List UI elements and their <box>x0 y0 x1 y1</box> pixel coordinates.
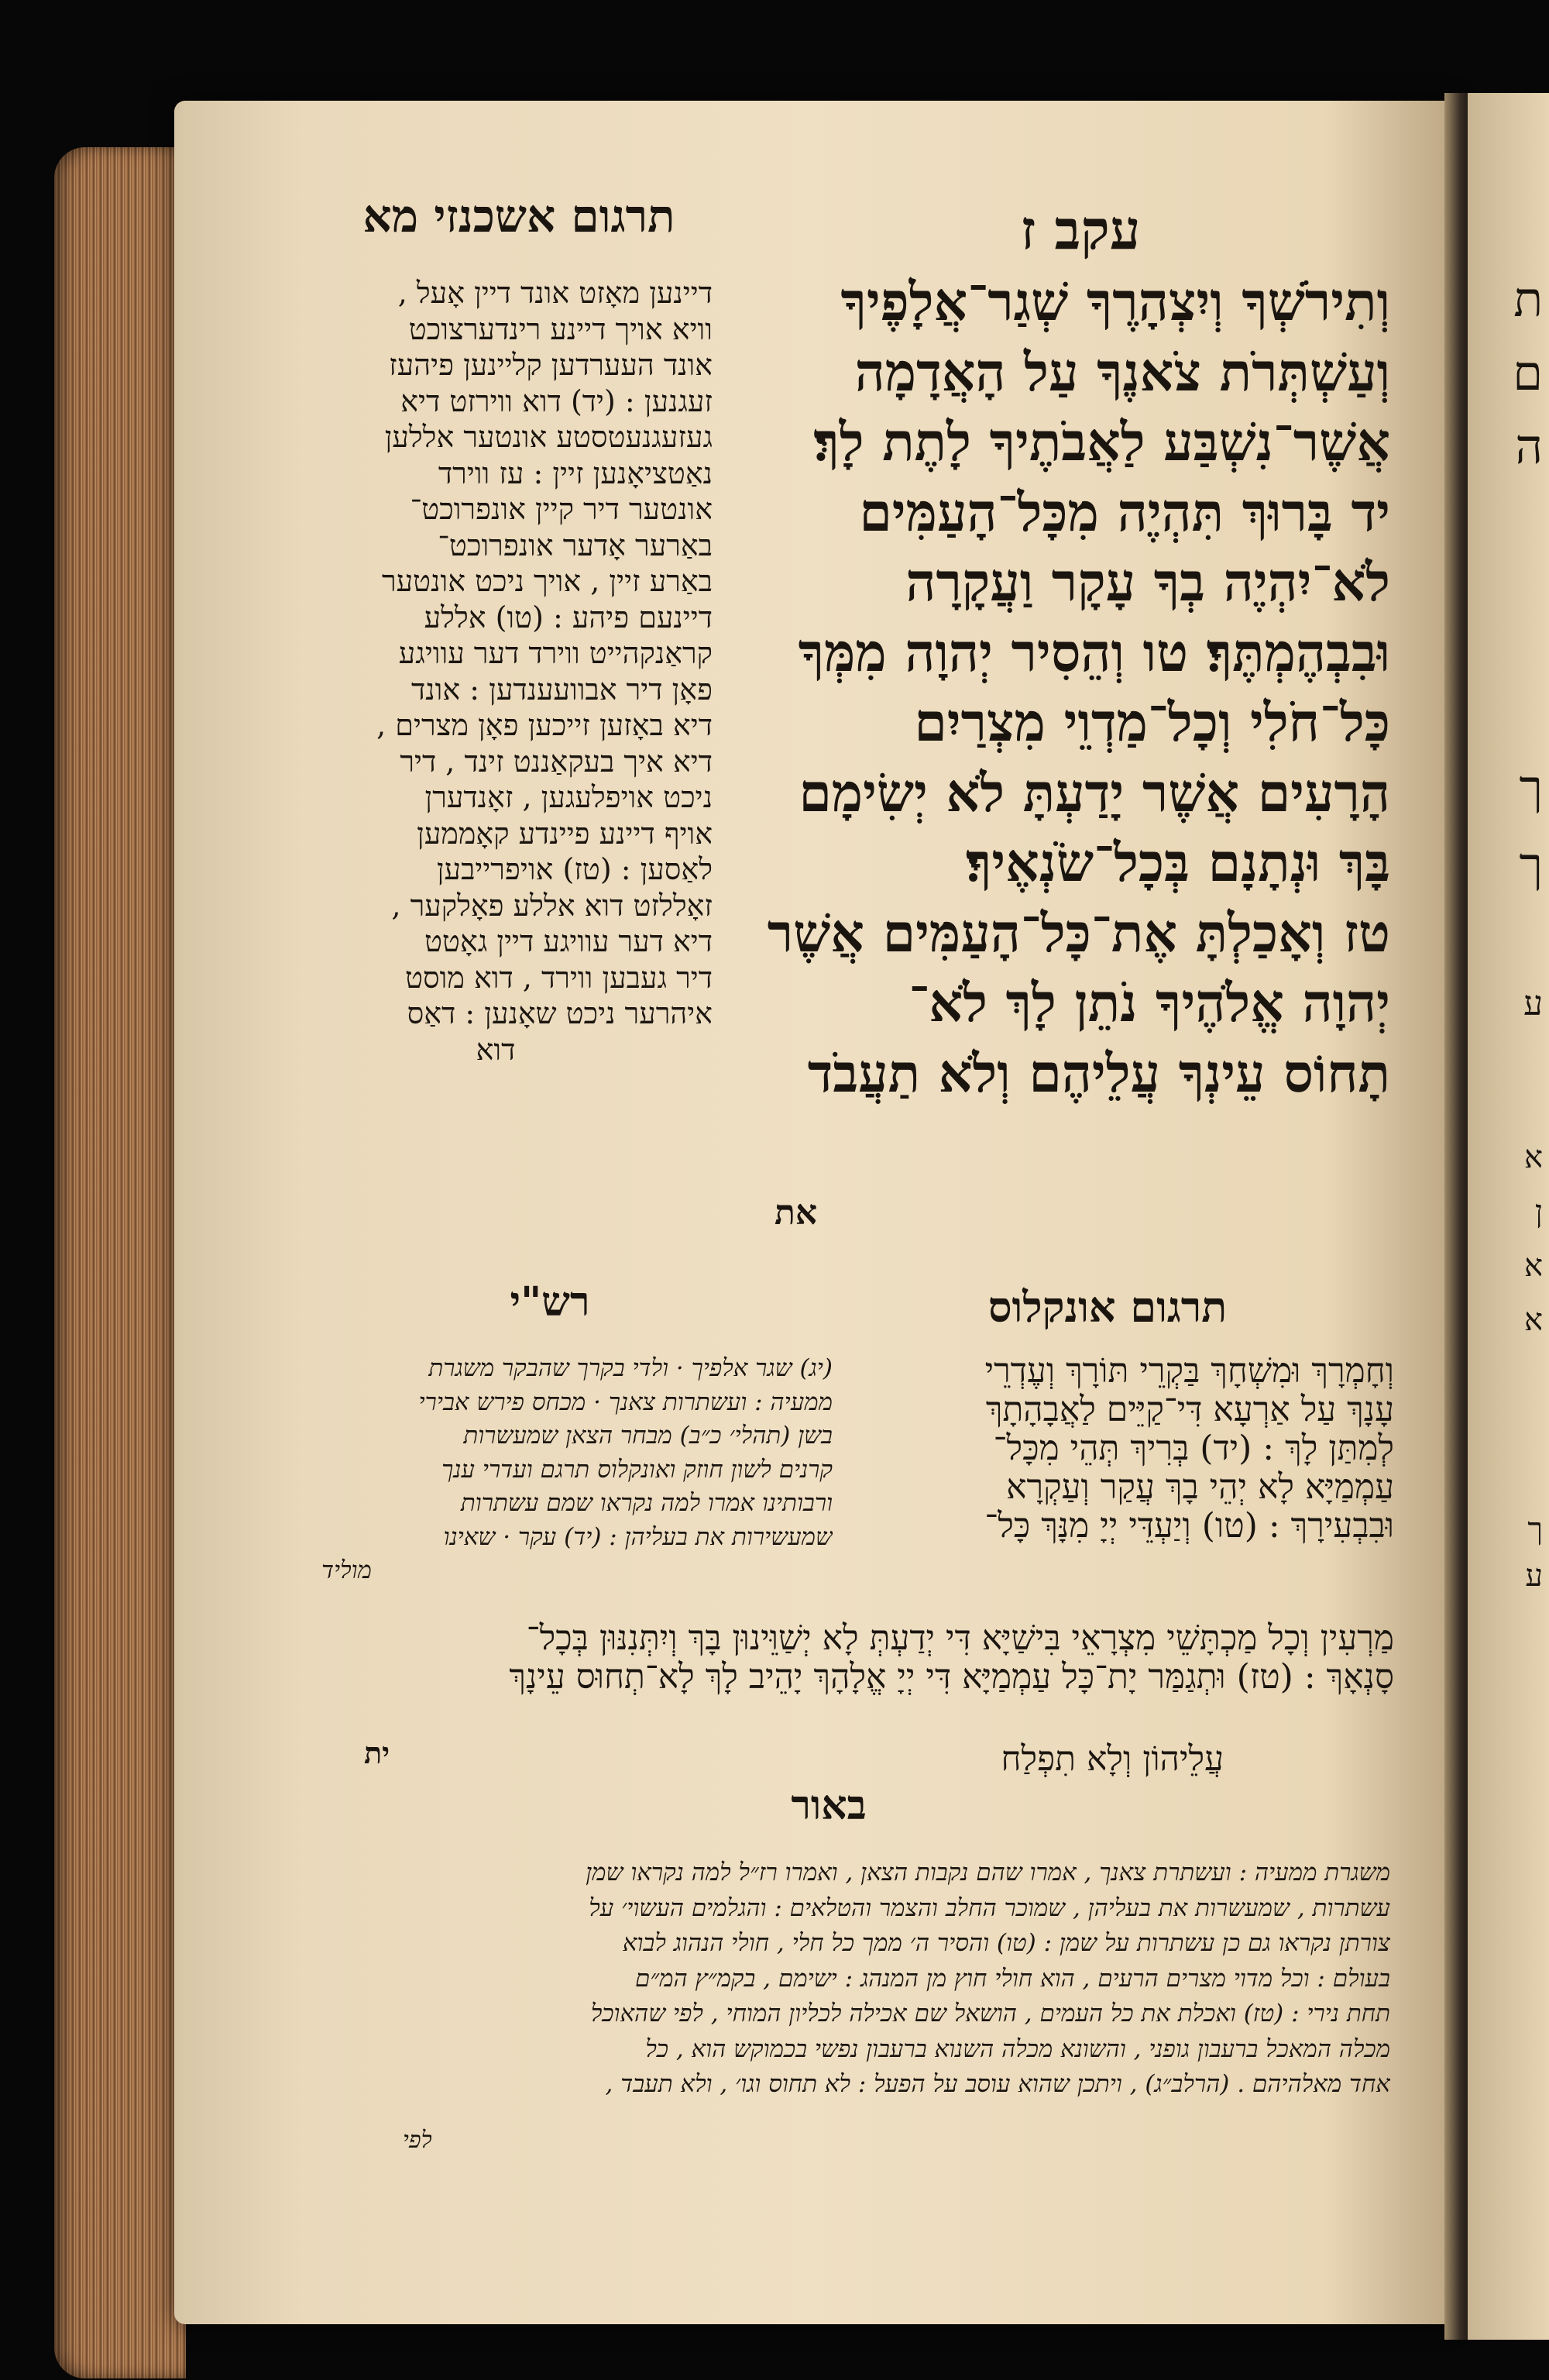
rashi-commentary <box>290 1352 833 1588</box>
facing-page-letter: ה <box>1515 418 1543 475</box>
text-line: פאָן דיר אבוועענדען : אונד <box>411 672 713 707</box>
text-line: זעגנען : (יד) דוא ווירזט דיא <box>400 383 713 418</box>
verse-line: אֲשֶׁר־נִשְׁבַּע לַאֲבֹתֶיךָ לָתֶת לָךְ׃ <box>813 411 1390 473</box>
verse-line: הָרָעִים אֲשֶׁר יָדַעְתָּ לֹא יְשִׂימָם <box>799 762 1390 824</box>
running-header-portion: עקב ז <box>1020 198 1141 262</box>
running-header-title: תרגום אשכנזי מא <box>362 190 675 242</box>
facing-page-letter: ך <box>1527 1512 1543 1547</box>
text-line: דיא דער עוויגע דיין גאָטט <box>424 924 713 958</box>
text-line: מכלה המאכל ברעבון גופני , והשונא מכלה השנוא ברעבון נפשי בכמוקש הוא , כל <box>645 2034 1390 2063</box>
text-line: באַרע זיין , אויך ניכט אונטער <box>382 564 713 598</box>
text-line: וְחָמְרָךְ וּמִשְׁחָךְ בַּקְרֵי תּוֹרָךְ וְעֶדְרֵי <box>984 1352 1394 1391</box>
catchword: את <box>774 1193 818 1233</box>
onkelos-translation <box>848 1352 1394 1546</box>
text-line: בעולם : וכל מדוי מצרים הרעים , הוא חולי חוץ מן המנהג : ישימם , בקמ״ץ המ״ם <box>634 1964 1390 1993</box>
text-line: ניכט אויפלעגען , זאָנדערן <box>424 780 713 814</box>
facing-page-letter: ת <box>1513 271 1543 328</box>
facing-page-letter: ן <box>1534 1194 1543 1230</box>
text-line: צורתן נקראו גם כן עשתרות על שמן : (טו) והסיר ה׳ ממך כל חלי , חולי הנהוג לבוא <box>622 1929 1390 1957</box>
text-line: ממעיה : ועשתרות צאנך · מכחס פירש אבירי <box>418 1388 833 1416</box>
text-line: עשתרות , שמעשרות את בעליהן , שמוכר החלב והצמר והטלאים : והגלמים העשוי׳ על <box>589 1893 1390 1922</box>
verse-line: וּבִבְהֶמְתֶּךָ׃ טו וְהֵסִיר יְהוָה מִמְּךָ <box>798 621 1390 684</box>
text-line: אונד העערדען קליינען פיהעז <box>389 348 713 382</box>
text-line: דיא באָזען זייכען פאָן מצרים , <box>376 708 713 742</box>
verse-line: וְתִירֹשְׁךָ וְיִצְהָרֶךָ שְׁגַר־אֲלָפֶיךָ <box>840 271 1390 333</box>
verse-line: יְהוָה אֱלֹהֶיךָ נֹתֵן לָךְ לֹא־ <box>908 972 1390 1034</box>
text-line: סָנְאָךְ : (טז) וּתְגַמַּר יָת־כָּל עַמְמַיָּא דִּי יְיָ אֱלָהָךְ יָהֵיב לָךְ לָא־תְחוּס עֵינָךְ <box>509 1658 1394 1697</box>
text-line: אויף דיינע פיינדע קאָממען <box>417 816 713 851</box>
verse-line: לֹא־יִהְיֶה בְךָ עָקָר וַעֲקָרָה <box>905 552 1390 614</box>
text-line: נאַטציאָנען זיין : עז ווירד <box>438 456 713 490</box>
text-line: עֲלֵיהוֹן וְלָא תִפְלַח <box>1001 1739 1224 1779</box>
verse-line: תָחוֹס עֵינְךָ עֲלֵיהֶם וְלֹא תַעֲבֹד <box>807 1042 1390 1105</box>
text-line: מַרְעִין וְכָל מַכְתָּשֵׁי מִצְרָאֵי בִּישַׁיָּא דִּי יְדַעְתְּ לָא יְשַׁוֵּינוּן בָּךְ וְיִתְּנִנּוּן בְּכָל־ <box>526 1619 1394 1658</box>
facing-page-letter: ע <box>1523 984 1543 1023</box>
facing-page-letter: ע <box>1525 1558 1543 1594</box>
text-line: דיינען מאָזט אונד דיין אָעל , <box>397 276 713 310</box>
text-line: איהרער ניכט שאָנען : דאַס <box>407 996 713 1030</box>
text-line: לאַסען : (טז) אויפרייבען <box>436 852 713 886</box>
text-line: אחד מאלהיהם . (הרלב״ג) , ויתכן שהוא עוסב על הפעל : לא תחוס וגו׳ , ולא תעבד , <box>605 2070 1390 2098</box>
text-line: אונטער דיר קיין אונפרוכט־ <box>410 492 713 526</box>
text-line: עַמְמַיָּא לָא יְהֵי בָךְ עֲקַר וְעַקְרָא <box>1006 1468 1394 1507</box>
facing-page-letter: א <box>1523 1302 1543 1338</box>
text-line: משגרת ממעיה : ועשתרת צאנך , אמרו שהם נקבות הצאן , ואמרו רז״ל למה נקראו שמן <box>586 1859 1390 1886</box>
verse-line: יד בָּרוּךְ תִּהְיֶה מִכָּל־הָעַמִּים <box>859 481 1390 544</box>
text-line: זאָללזט דוא אללע פאָלקער , <box>391 888 713 923</box>
catchword: ית <box>364 1735 390 1770</box>
text-line: לְמִתַּן לָךְ : (יד) בְּרִיךְ תְּהֵי מִכָּל־ <box>993 1429 1394 1468</box>
text-line: געזעגנעטסטע אונטער אללען <box>384 420 713 454</box>
catchword: דוא <box>476 1032 516 1067</box>
section-title-biur: באור <box>791 1782 867 1829</box>
facing-page-letter: ך <box>1519 837 1543 893</box>
text-line: קראַנקהייט ווירד דער עוויגע <box>398 636 713 670</box>
text-line: וויא אויך דיינע רינדערצוכט <box>408 311 713 346</box>
text-line: דיר געבען ווירד , דוא מוסט <box>405 960 713 995</box>
text-line: שמעשירות את בעליהן : (יד) עקר · שאינו <box>443 1522 833 1551</box>
section-title-onkelos: תרגום אונקלוס <box>987 1282 1228 1332</box>
facing-page-letter: ם <box>1513 345 1543 401</box>
text-line: תחת נירי : (טז) ואכלת את כל העמים , הושאל שם אכילה לכליון המוחי , לפי שהאוכל <box>590 2000 1390 2027</box>
text-line: עָנָךְ עַל אַרְעָא דִּי־קַיֵּים לַאֲבָהָתָךְ <box>985 1391 1394 1429</box>
text-line: דיא איך בעקאַננט זינד , דיר <box>400 744 713 779</box>
verse-line: בָּךְ וּנְתָנָם בְּכָל־שֹׂנְאֶיךָ׃ <box>965 832 1390 894</box>
hebrew-text-column <box>724 267 1390 1109</box>
yiddish-translation-column <box>279 275 713 1068</box>
text-line: דיינעם פיהע : (טו) אללע <box>424 600 713 635</box>
text-line: באַרער אָדער אונפרוכט־ <box>438 528 713 562</box>
verse-line: כָּל־חֹלִי וְכָל־מַדְוֵי מִצְרַיִם <box>914 692 1390 754</box>
onkelos-translation-wide <box>287 1619 1394 1697</box>
facing-page-letter: א <box>1523 1248 1543 1284</box>
catchword: מוליד <box>321 1556 372 1584</box>
biur-commentary <box>275 1856 1390 2103</box>
facing-page-letter: ך <box>1519 759 1543 816</box>
verse-line: וְעַשְׁתְּרֹת צֹאנֶךָ עַל הָאֲדָמָה <box>854 341 1390 404</box>
catchword: לפי <box>403 2127 432 2154</box>
verse-line: טז וְאָכַלְתָּ אֶת־כָּל־הָעַמִּים אֲשֶׁר <box>767 902 1390 965</box>
facing-page-fragment <box>1468 93 1549 2340</box>
text-line: קרנים לשון חוזק ואונקלוס תרגם ועדרי ענך <box>441 1455 833 1484</box>
text-line: בשן (תהלי׳ כ״ב) מבחר הצאן שמעשרות <box>463 1422 833 1450</box>
section-title-rashi: רש"י <box>510 1278 590 1326</box>
text-line: ורבותינו אמרו למה נקראו שמם עשתרות <box>460 1489 833 1517</box>
text-line: וּבִבְעִירָךְ : (טו) וְיַעְדֵּי יְיָ מִנָּךְ כָּל־ <box>984 1507 1394 1546</box>
book-page-edges <box>54 147 186 2378</box>
facing-page-letter: א <box>1523 1140 1543 1175</box>
text-line: (יג) שגר אלפיך · ולדי בקרך שהבקר משגרת <box>428 1354 833 1382</box>
